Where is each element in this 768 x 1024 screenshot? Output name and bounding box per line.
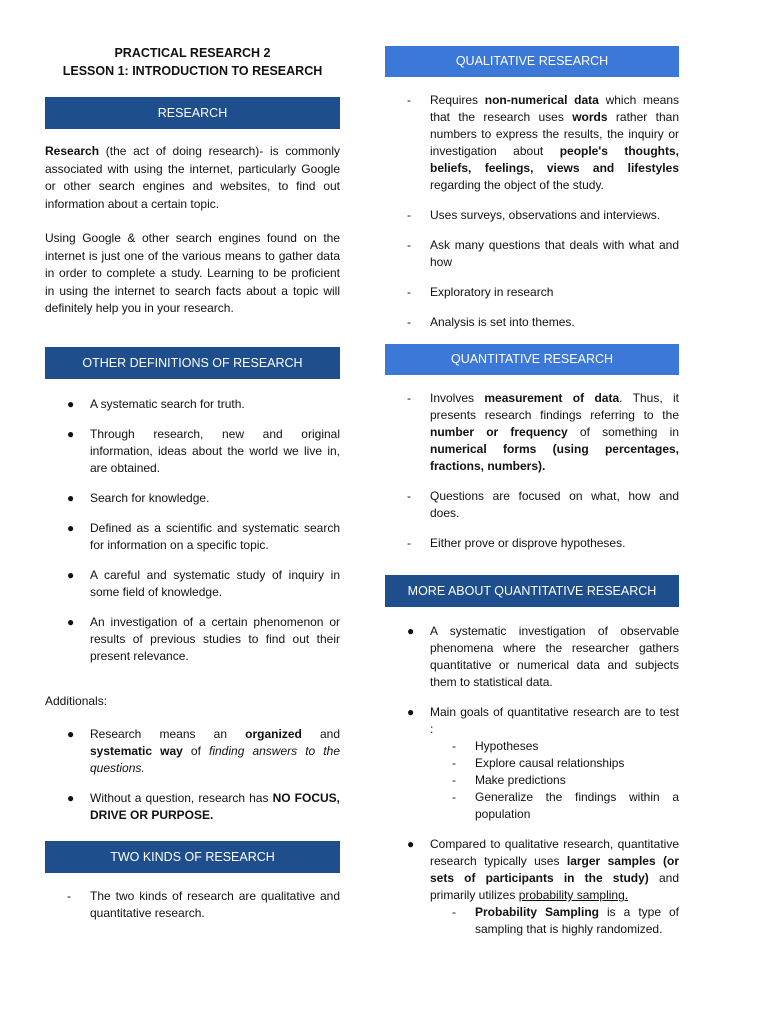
more-quantitative-heading: MORE ABOUT QUANTITATIVE RESEARCH bbox=[385, 575, 679, 607]
right-column bbox=[385, 46, 679, 938]
qualitative-list bbox=[385, 92, 679, 331]
research-term: Research bbox=[45, 144, 100, 158]
list-item: - Exploratory in research bbox=[407, 285, 554, 299]
list-item: ● A careful and systematic study of inquiry in some field of knowledge. bbox=[67, 567, 340, 599]
research-definition: (the act of doing research)- is commonly associated with using the internet, particularly Google or other search engines and websites, to find out information about a certain topic. bbox=[45, 144, 340, 211]
list-item: - Ask many questions that deals with what and how bbox=[407, 238, 679, 269]
list-item: - Probability Sampling is a type of sampling that is highly randomized. bbox=[452, 905, 679, 936]
list-item: ● Search for knowledge. bbox=[67, 490, 210, 505]
additionals-list bbox=[45, 726, 340, 824]
research-paragraph-1 bbox=[45, 143, 340, 213]
list-item: - Explore causal relationships bbox=[452, 756, 625, 770]
quantitative-heading: QUANTITATIVE RESEARCH bbox=[385, 344, 679, 375]
list-item: ● Through research, new and original information, ideas about the world we live in, are obtained. bbox=[67, 426, 340, 475]
list-item: - Generalize the findings within a population bbox=[452, 790, 679, 821]
other-definitions-heading: OTHER DEFINITIONS OF RESEARCH bbox=[45, 347, 340, 379]
list-item: ● A systematic investigation of observable phenomena where the researcher gathers quantitative or numerical data and subjects them to statistical data. bbox=[407, 624, 679, 689]
list-item: ● Defined as a scientific and systematic search for information on a specific topic. bbox=[67, 520, 340, 552]
additionals-label: Additionals: bbox=[45, 693, 108, 708]
list-item: ● An investigation of a certain phenomenon or results of previous studies to find out their present relevance. bbox=[67, 614, 340, 663]
more-quantitative-list bbox=[385, 623, 679, 938]
list-item: - Analysis is set into themes. bbox=[407, 315, 575, 329]
list-item: - Either prove or disprove hypotheses. bbox=[407, 536, 626, 550]
quantitative-list bbox=[385, 390, 679, 552]
list-item: ● A systematic search for truth. bbox=[67, 396, 245, 411]
two-kinds-heading: TWO KINDS OF RESEARCH bbox=[45, 841, 340, 873]
list-item: - Make predictions bbox=[452, 773, 566, 787]
page-title bbox=[45, 44, 340, 80]
list-item: ● Compared to qualitative research, quantitative research typically uses larger samples (or sets of participants in the study) and primarily utilizes probability sampling. - Probability Sampling is a type of sampling that is highly randomized. bbox=[407, 837, 679, 936]
two-kinds-list bbox=[45, 888, 340, 922]
title-line-2: LESSON 1: INTRODUCTION TO RESEARCH bbox=[62, 64, 323, 78]
sampling-list bbox=[430, 904, 679, 938]
list-item: - Questions are focused on what, how and does. bbox=[407, 489, 679, 520]
qualitative-heading: QUALITATIVE RESEARCH bbox=[385, 46, 679, 77]
list-item: ● Without a question, research has NO FOCUS, DRIVE OR PURPOSE. bbox=[67, 790, 341, 822]
left-column bbox=[45, 44, 340, 922]
list-item: - Hypotheses bbox=[452, 739, 539, 753]
research-paragraph-2: Using Google & other search engines found on the internet is just one of the various means to gather data in order to complete a study. Learning to be proficient in using the internet to search facts about a topic will definitely help you in your research. bbox=[45, 231, 340, 315]
title-line-1: PRACTICAL RESEARCH 2 bbox=[114, 46, 271, 60]
list-item: - Involves measurement of data. Thus, it presents research findings referring to the number or frequency of something in numerical forms (using percentages, fractions, numbers). bbox=[407, 391, 680, 473]
goals-list bbox=[430, 738, 679, 823]
list-item: - Requires non-numerical data which means that the research uses words rather than numbers to express the results, the inquiry or investigation about people's thoughts, beliefs, feelings, views and lifestyles regarding the object of the study. bbox=[407, 93, 680, 192]
definitions-list bbox=[45, 396, 340, 665]
list-item: ● Main goals of quantitative research are to test : - Hypotheses - Explore causal relationships - Make predictions - Generalize the findings within a population bbox=[407, 705, 679, 821]
list-item: - Uses surveys, observations and interviews. bbox=[407, 208, 661, 222]
list-item: - The two kinds of research are qualitative and quantitative research. bbox=[67, 888, 340, 920]
research-heading: RESEARCH bbox=[45, 97, 340, 129]
list-item: ● Research means an organized and systematic way of finding answers to the questions. bbox=[67, 726, 340, 775]
